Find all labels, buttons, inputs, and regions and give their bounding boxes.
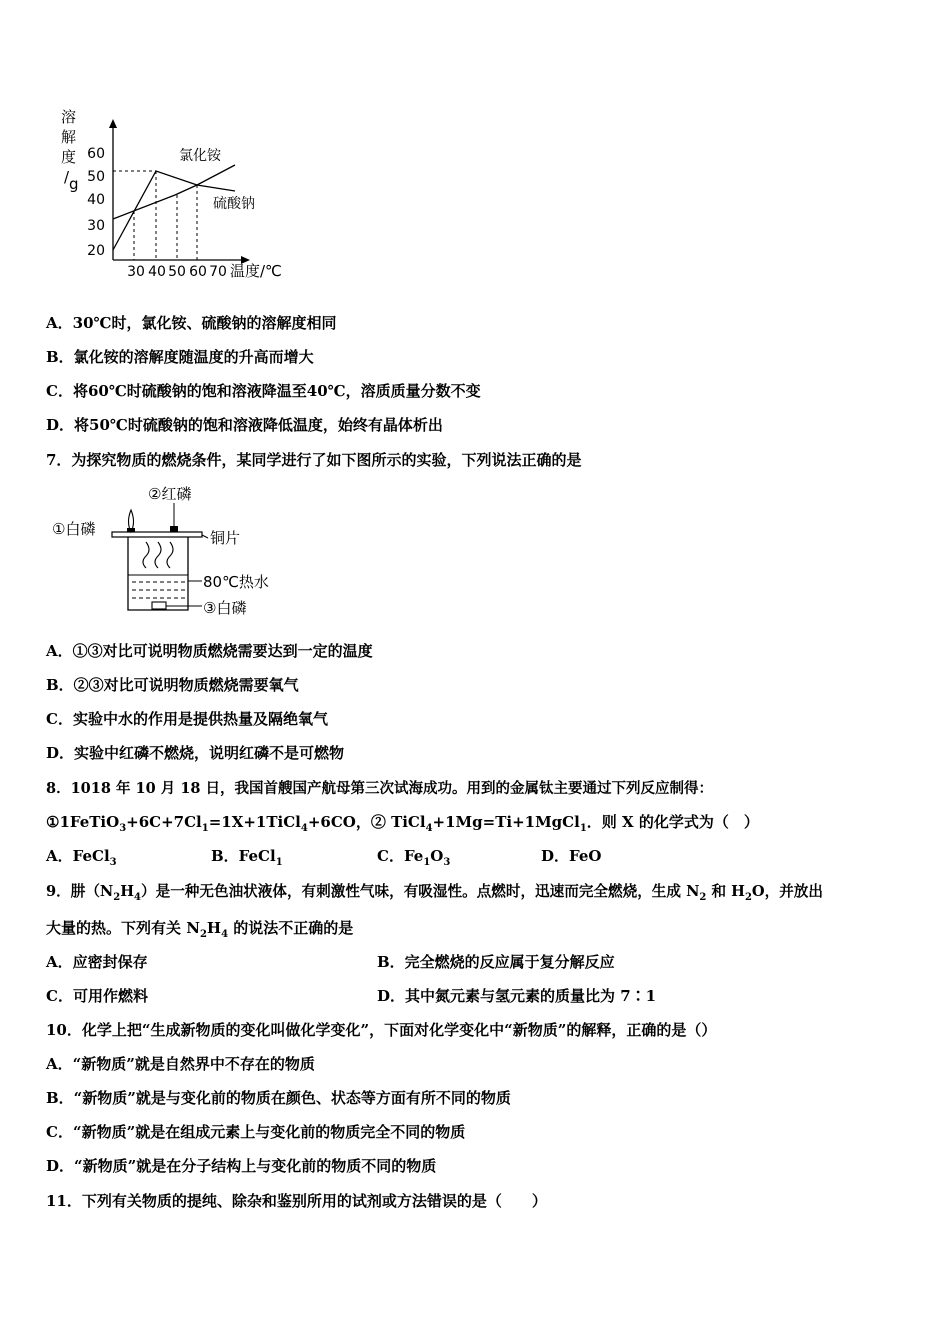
q6-option-a[interactable]: A．30℃时，氯化铵、硫酸钠的溶解度相同 [46,314,337,332]
q8-option-b[interactable]: B．FeCl$_1$ [211,847,283,868]
leader-line [202,535,208,538]
q7-option-a[interactable]: A．①③对比可说明物质燃烧需要达到一定的温度 [46,642,373,660]
q9-option-c[interactable]: C．可用作燃料 [46,987,148,1005]
combustion-experiment-figure [48,478,288,623]
nh4cl-label: 氯化铵 [179,148,221,164]
label-white-phosphorus-1: ①白磷 [52,520,96,538]
xtick-label: 30 [127,264,145,280]
label-white-phosphorus-3: ③白磷 [203,599,247,617]
xaxis-label: 温度/℃ [230,262,282,280]
beaker [128,537,188,610]
y-axis-arrow [109,119,117,128]
steam-icon [155,542,161,568]
label-red-phosphorus: ②红磷 [148,485,192,503]
red-phosphorus [170,526,178,532]
q10-stem: 10．化学上把“生成新物质的变化叫做化学变化”，下面对化学变化中“新物质”的解释，正确的是（） [46,1021,717,1039]
q10-option-d[interactable]: D．“新物质”就是在分子结构上与变化前的物质不同的物质 [46,1157,437,1175]
xtick-label: 50 [168,264,186,280]
q7-option-d[interactable]: D．实验中红磷不燃烧，说明红磷不是可燃物 [46,744,345,762]
xtick-label: 40 [148,264,166,280]
q7-option-c[interactable]: C．实验中水的作用是提供热量及隔绝氧气 [46,710,328,728]
ylabel-char: 度 [61,148,77,166]
white-phosphorus-3 [152,602,166,609]
q10-option-a[interactable]: A．“新物质”就是自然界中不存在的物质 [46,1055,315,1073]
q6-option-b[interactable]: B．氯化铵的溶解度随温度的升高而增大 [46,348,314,366]
q11-stem: 11．下列有关物质的提纯、除杂和鉴别所用的试剂或方法错误的是（ ） [46,1192,547,1210]
ylabel-char: / [64,168,70,186]
q10-option-b[interactable]: B．“新物质”就是与变化前的物质在颜色、状态等方面有所不同的物质 [46,1089,511,1107]
q8-stem: 8．1018 年 10 月 18 日，我国首艘国产航母第三次试海成功。用到的金属钛主要通过下列反应制得： [46,780,714,797]
xtick-label: 60 [189,264,207,280]
ylabel-char: 溶 [61,108,77,126]
q7-stem: 7．为探究物质的燃烧条件，某同学进行了如下图所示的实验，下列说法正确的是 [46,451,582,469]
q9-option-a[interactable]: A．应密封保存 [46,953,148,971]
ylabel-char: g [69,175,79,193]
q6-option-d[interactable]: D．将50℃时硫酸钠的饱和溶液降低温度，始终有晶体析出 [46,416,443,434]
na2so4-label: 硫酸钠 [213,196,255,212]
q9-option-d[interactable]: D．其中氮元素与氢元素的质量比为 7∶1 [377,987,657,1005]
q9-stem-line2: 大量的热。下列有关 $N_2H_4$ 的说法不正确的是 [46,919,354,940]
ytick-label: 60 [87,146,105,162]
white-phosphorus-1 [127,528,135,532]
label-hot-water: 80℃热水 [203,573,269,591]
label-copper-sheet: 铜片 [210,529,241,547]
ytick-label: 40 [87,192,105,208]
ylabel-char: 解 [61,128,77,146]
q8-option-d[interactable]: D．FeO [541,847,602,865]
q7-option-b[interactable]: B．②③对比可说明物质燃烧需要氧气 [46,676,299,694]
steam-icon [143,542,149,568]
q8-option-a[interactable]: A．FeCl$_3$ [46,847,117,868]
copper-sheet [112,532,202,537]
steam-icon [167,542,173,568]
q8-option-c[interactable]: C．$Fe_1O_3$ [377,847,451,868]
xtick-label: 70 [209,264,227,280]
ytick-label: 20 [87,243,105,259]
q8-equation: $①1FeTiO_3+6C+7Cl_1=1X+1TiCl_4+6CO$，② TiCl$_4$+1Mg=Ti+1MgCl$_1$．则 X 的化学式为（ ） [46,813,759,834]
solubility-chart [55,105,295,280]
q6-option-c[interactable]: C．将60℃时硫酸钠的饱和溶液降温至40℃，溶质质量分数不变 [46,382,481,400]
ytick-label: 30 [87,218,105,234]
q9-option-b[interactable]: B．完全燃烧的反应属于复分解反应 [377,953,615,971]
q10-option-c[interactable]: C．“新物质”就是在组成元素上与变化前的物质完全不同的物质 [46,1123,466,1141]
q9-stem-line1: 9．肼$(N_2H_4)$是一种无色油状液体，有刺激性气味，有吸湿性。点燃时，迅速而完全燃烧，生成 $N_2$ 和 $H_2O$，并放出 [46,883,823,903]
ytick-label: 50 [87,169,105,185]
